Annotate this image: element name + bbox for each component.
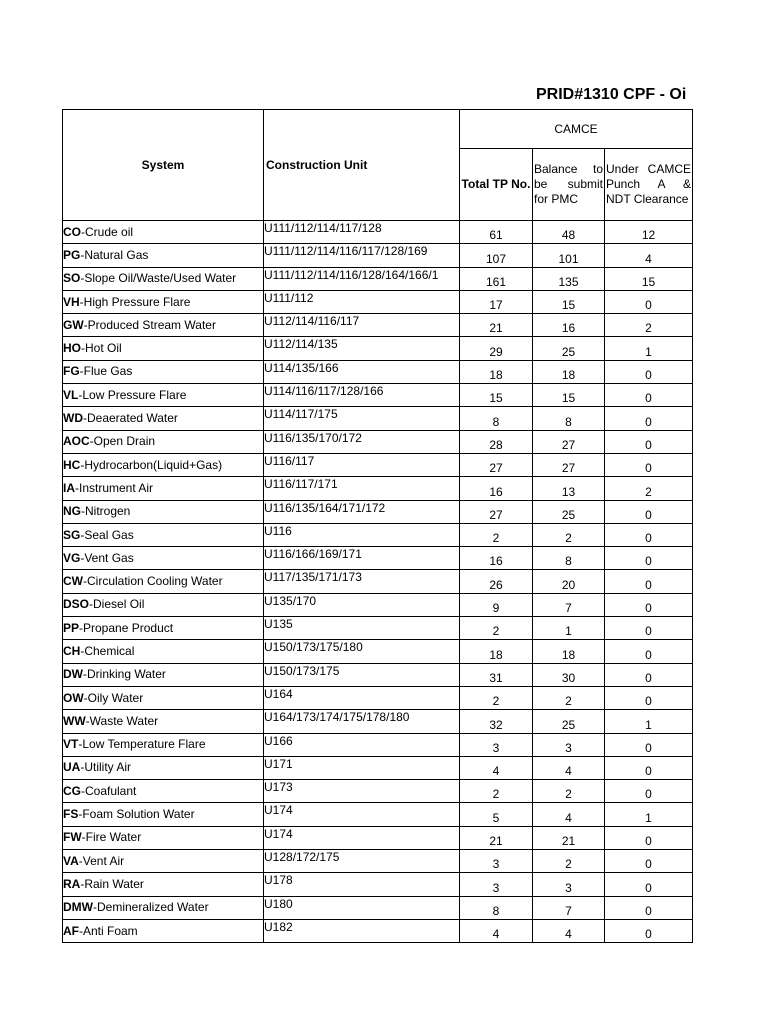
system-name: -Low Temperature Flare (78, 737, 206, 752)
balance-cell: 16 (533, 314, 605, 337)
system-code: WD (63, 411, 83, 426)
total-tp-cell: 21 (460, 314, 533, 337)
construction-unit-cell: U182 (264, 919, 460, 942)
balance-cell: 27 (533, 453, 605, 476)
header-total-tp: Total TP No. (460, 149, 533, 221)
total-tp-cell: 9 (460, 593, 533, 616)
table-row (63, 593, 693, 616)
construction-unit-cell: U114/135/166 (264, 360, 460, 383)
system-name: -Demineralized Water (93, 900, 209, 915)
table-row (63, 803, 693, 826)
table-row (63, 314, 693, 337)
total-tp-cell: 4 (460, 756, 533, 779)
total-tp-cell: 3 (460, 733, 533, 756)
balance-cell: 2 (533, 523, 605, 546)
header-under-camce (605, 149, 693, 221)
table-row (63, 430, 693, 453)
header-under-line: NDT Clearance (606, 192, 689, 206)
system-cell (63, 500, 264, 523)
balance-cell: 30 (533, 663, 605, 686)
under-camce-cell: 1 (605, 803, 693, 826)
under-camce-cell: 1 (605, 337, 693, 360)
construction-unit-cell: U116/166/169/171 (264, 547, 460, 570)
balance-cell: 25 (533, 337, 605, 360)
system-code: CW (63, 574, 83, 589)
system-name: -Chemical (80, 643, 135, 658)
document-title: PRID#1310 CPF - Oi (536, 86, 687, 103)
under-camce-cell: 4 (605, 244, 693, 267)
table-row (63, 780, 693, 803)
system-name: -Flue Gas (79, 364, 133, 379)
balance-cell: 7 (533, 896, 605, 919)
system-cell (63, 244, 264, 267)
total-tp-cell: 27 (460, 453, 533, 476)
construction-unit-cell: U135 (264, 617, 460, 640)
construction-unit-cell: U112/114/135 (264, 337, 460, 360)
total-tp-cell: 18 (460, 640, 533, 663)
balance-cell: 2 (533, 850, 605, 873)
system-name: -Diesel Oil (89, 597, 145, 612)
under-camce-cell: 0 (605, 756, 693, 779)
system-code: CG (63, 783, 81, 798)
system-code: DSO (63, 597, 90, 612)
table-row (63, 850, 693, 873)
table-row (63, 360, 693, 383)
system-cell (63, 826, 264, 849)
total-tp-cell: 3 (460, 873, 533, 896)
system-code: CH (63, 643, 81, 658)
system-name: -High Pressure Flare (79, 294, 191, 309)
system-cell (63, 710, 264, 733)
table-row (63, 500, 693, 523)
under-camce-cell: 0 (605, 430, 693, 453)
under-camce-cell: 0 (605, 570, 693, 593)
under-camce-cell: 0 (605, 663, 693, 686)
balance-cell: 2 (533, 686, 605, 709)
balance-cell: 48 (533, 221, 605, 244)
system-cell (63, 873, 264, 896)
balance-cell: 3 (533, 873, 605, 896)
construction-unit-cell: U116/135/164/171/172 (264, 500, 460, 523)
system-name: -Vent Air (78, 853, 125, 868)
system-code: VA (63, 853, 79, 868)
system-cell (63, 267, 264, 290)
system-name: -Low Pressure Flare (78, 387, 187, 402)
system-cell (63, 733, 264, 756)
header-under-line: Under CAMCE (606, 162, 691, 176)
table-row (63, 547, 693, 570)
table-row (63, 663, 693, 686)
construction-unit-cell: U116/117/171 (264, 477, 460, 500)
balance-cell: 4 (533, 919, 605, 942)
construction-unit-cell: U111/112/114/116/128/164/166/1 (264, 267, 460, 290)
system-code: HO (63, 341, 81, 356)
construction-unit-cell: U173 (264, 780, 460, 803)
construction-unit-cell: U128/172/175 (264, 850, 460, 873)
total-tp-cell: 28 (460, 430, 533, 453)
system-code: DMW (63, 900, 93, 915)
system-code: VH (63, 294, 80, 309)
system-cell (63, 663, 264, 686)
system-name: -Hydrocarbon(Liquid+Gas) (80, 457, 223, 472)
under-camce-cell: 0 (605, 290, 693, 313)
system-cell (63, 756, 264, 779)
total-tp-cell: 16 (460, 547, 533, 570)
system-code: FS (63, 807, 79, 822)
construction-unit-cell: U150/173/175 (264, 663, 460, 686)
system-name: -Nitrogen (81, 504, 131, 519)
system-cell (63, 803, 264, 826)
system-code: NG (63, 504, 81, 519)
table-row (63, 710, 693, 733)
under-camce-cell: 0 (605, 919, 693, 942)
system-name: -Instrument Air (75, 480, 154, 495)
system-code: SG (63, 527, 81, 542)
balance-cell: 21 (533, 826, 605, 849)
system-cell (63, 919, 264, 942)
table-row (63, 826, 693, 849)
system-code: DW (63, 667, 83, 682)
total-tp-cell: 15 (460, 384, 533, 407)
construction-unit-cell: U174 (264, 803, 460, 826)
balance-cell: 3 (533, 733, 605, 756)
balance-cell: 13 (533, 477, 605, 500)
table-row (63, 896, 693, 919)
under-camce-cell: 0 (605, 780, 693, 803)
header-balance-line: be submit (534, 177, 603, 191)
system-name: -Fire Water (81, 830, 142, 845)
construction-unit-cell: U111/112/114/117/128 (264, 221, 460, 244)
system-name: -Propane Product (79, 620, 174, 635)
system-code: CO (63, 224, 81, 239)
table-row (63, 384, 693, 407)
total-tp-cell: 31 (460, 663, 533, 686)
system-name: -Produced Stream Water (83, 317, 216, 332)
system-name: -Utility Air (80, 760, 132, 775)
under-camce-cell: 0 (605, 384, 693, 407)
table-row (63, 244, 693, 267)
system-name: -Crude oil (81, 224, 134, 239)
construction-unit-cell: U180 (264, 896, 460, 919)
table-row (63, 733, 693, 756)
system-code: VL (63, 387, 79, 402)
system-cell (63, 896, 264, 919)
system-name: -Coafulant (81, 783, 137, 798)
system-name: -Slope Oil/Waste/Used Water (80, 271, 237, 286)
construction-unit-cell: U116 (264, 523, 460, 546)
construction-unit-cell: U111/112 (264, 290, 460, 313)
table-body (63, 110, 693, 943)
system-code: VT (63, 737, 79, 752)
under-camce-cell: 0 (605, 453, 693, 476)
total-tp-cell: 27 (460, 500, 533, 523)
header-under-line: Punch A & (606, 177, 691, 191)
table-row (63, 640, 693, 663)
total-tp-cell: 26 (460, 570, 533, 593)
total-tp-cell: 2 (460, 780, 533, 803)
system-code: OW (63, 690, 84, 705)
total-tp-cell: 8 (460, 896, 533, 919)
table-row (63, 267, 693, 290)
system-code: SO (63, 271, 81, 286)
system-name: -Drinking Water (83, 667, 166, 682)
table-row (63, 686, 693, 709)
system-cell (63, 570, 264, 593)
table-row (63, 221, 693, 244)
under-camce-cell: 2 (605, 314, 693, 337)
system-code: UA (63, 760, 81, 775)
system-name: -Seal Gas (80, 527, 134, 542)
under-camce-cell: 0 (605, 850, 693, 873)
header-balance (533, 149, 605, 221)
total-tp-cell: 17 (460, 290, 533, 313)
table-row (63, 290, 693, 313)
table-row (63, 919, 693, 942)
system-cell (63, 337, 264, 360)
construction-unit-cell: U116/117 (264, 453, 460, 476)
system-code: GW (63, 317, 84, 332)
table-row (63, 570, 693, 593)
system-name: -Circulation Cooling Water (83, 574, 223, 589)
balance-cell: 8 (533, 407, 605, 430)
under-camce-cell: 0 (605, 686, 693, 709)
system-code: FW (63, 830, 82, 845)
system-cell (63, 850, 264, 873)
construction-unit-cell: U174 (264, 826, 460, 849)
total-tp-cell: 8 (460, 407, 533, 430)
construction-unit-cell: U114/117/175 (264, 407, 460, 430)
system-code: PG (63, 247, 81, 262)
system-name: -Oily Water (83, 690, 144, 705)
construction-unit-cell: U166 (264, 733, 460, 756)
total-tp-cell: 107 (460, 244, 533, 267)
balance-cell: 15 (533, 290, 605, 313)
system-name: -Waste Water (85, 713, 159, 728)
balance-cell: 15 (533, 384, 605, 407)
balance-cell: 4 (533, 803, 605, 826)
system-cell (63, 384, 264, 407)
under-camce-cell: 0 (605, 640, 693, 663)
system-name: -Rain Water (80, 876, 144, 891)
total-tp-cell: 18 (460, 360, 533, 383)
under-camce-cell: 0 (605, 733, 693, 756)
under-camce-cell: 0 (605, 617, 693, 640)
system-cell (63, 593, 264, 616)
system-cell (63, 617, 264, 640)
table-row (63, 756, 693, 779)
total-tp-cell: 4 (460, 919, 533, 942)
system-name: -Natural Gas (80, 247, 149, 262)
total-tp-cell: 5 (460, 803, 533, 826)
header-balance-line: Balance to (534, 162, 603, 176)
total-tp-cell: 161 (460, 267, 533, 290)
under-camce-cell: 1 (605, 710, 693, 733)
system-code: PP (63, 620, 80, 635)
system-cell (63, 360, 264, 383)
under-camce-cell: 15 (605, 267, 693, 290)
system-name: -Hot Oil (81, 341, 122, 356)
construction-unit-cell: U116/135/170/172 (264, 430, 460, 453)
table-row (63, 407, 693, 430)
total-tp-cell: 2 (460, 686, 533, 709)
table-row (63, 477, 693, 500)
system-name: -Deaerated Water (83, 411, 178, 426)
total-tp-cell: 21 (460, 826, 533, 849)
total-tp-cell: 3 (460, 850, 533, 873)
table-row (63, 453, 693, 476)
table-row (63, 873, 693, 896)
balance-cell: 7 (533, 593, 605, 616)
system-code: AOC (63, 434, 90, 449)
system-name: -Anti Foam (79, 923, 138, 938)
construction-unit-cell: U117/135/171/173 (264, 570, 460, 593)
system-cell (63, 640, 264, 663)
balance-cell: 20 (533, 570, 605, 593)
total-tp-cell: 2 (460, 617, 533, 640)
balance-cell: 25 (533, 500, 605, 523)
total-tp-cell: 32 (460, 710, 533, 733)
total-tp-cell: 61 (460, 221, 533, 244)
under-camce-cell: 2 (605, 477, 693, 500)
system-code: RA (63, 876, 81, 891)
under-camce-cell: 0 (605, 500, 693, 523)
construction-unit-cell: U111/112/114/116/117/128/169 (264, 244, 460, 267)
balance-cell: 2 (533, 780, 605, 803)
header-camce: CAMCE (460, 110, 693, 149)
balance-cell: 27 (533, 430, 605, 453)
balance-cell: 8 (533, 547, 605, 570)
total-tp-cell: 16 (460, 477, 533, 500)
system-code: WW (63, 713, 86, 728)
construction-unit-cell: U178 (264, 873, 460, 896)
balance-cell: 4 (533, 756, 605, 779)
system-cell (63, 780, 264, 803)
under-camce-cell: 0 (605, 360, 693, 383)
system-cell (63, 547, 264, 570)
balance-cell: 1 (533, 617, 605, 640)
header-balance-line: for PMC (534, 192, 579, 206)
system-code: HC (63, 457, 81, 472)
system-code: VG (63, 550, 81, 565)
total-tp-cell: 2 (460, 523, 533, 546)
construction-unit-cell: U171 (264, 756, 460, 779)
balance-cell: 18 (533, 360, 605, 383)
construction-unit-cell: U150/173/175/180 (264, 640, 460, 663)
construction-unit-cell: U164/173/174/175/178/180 (264, 710, 460, 733)
system-cell (63, 314, 264, 337)
under-camce-cell: 0 (605, 407, 693, 430)
balance-cell: 135 (533, 267, 605, 290)
system-cell (63, 686, 264, 709)
total-tp-cell: 29 (460, 337, 533, 360)
system-cell (63, 453, 264, 476)
under-camce-cell: 0 (605, 593, 693, 616)
under-camce-cell: 0 (605, 896, 693, 919)
system-status-table (62, 109, 693, 943)
under-camce-cell: 12 (605, 221, 693, 244)
under-camce-cell: 0 (605, 523, 693, 546)
header-construction-unit: Construction Unit (264, 110, 460, 221)
construction-unit-cell: U164 (264, 686, 460, 709)
system-cell (63, 221, 264, 244)
system-cell (63, 430, 264, 453)
system-code: AF (63, 923, 79, 938)
under-camce-cell: 0 (605, 547, 693, 570)
system-name: -Vent Gas (80, 550, 134, 565)
table-row (63, 337, 693, 360)
system-name: -Open Drain (89, 434, 156, 449)
table-row (63, 523, 693, 546)
system-cell (63, 290, 264, 313)
system-name: -Foam Solution Water (78, 807, 195, 822)
system-cell (63, 477, 264, 500)
system-cell (63, 523, 264, 546)
under-camce-cell: 0 (605, 873, 693, 896)
construction-unit-cell: U112/114/116/117 (264, 314, 460, 337)
balance-cell: 25 (533, 710, 605, 733)
balance-cell: 18 (533, 640, 605, 663)
construction-unit-cell: U114/116/117/128/166 (264, 384, 460, 407)
table-row (63, 617, 693, 640)
system-code: IA (63, 480, 75, 495)
system-code: FG (63, 364, 80, 379)
header-system: System (63, 110, 264, 221)
construction-unit-cell: U135/170 (264, 593, 460, 616)
header-row-1 (63, 110, 693, 149)
system-cell (63, 407, 264, 430)
under-camce-cell: 0 (605, 826, 693, 849)
balance-cell: 101 (533, 244, 605, 267)
